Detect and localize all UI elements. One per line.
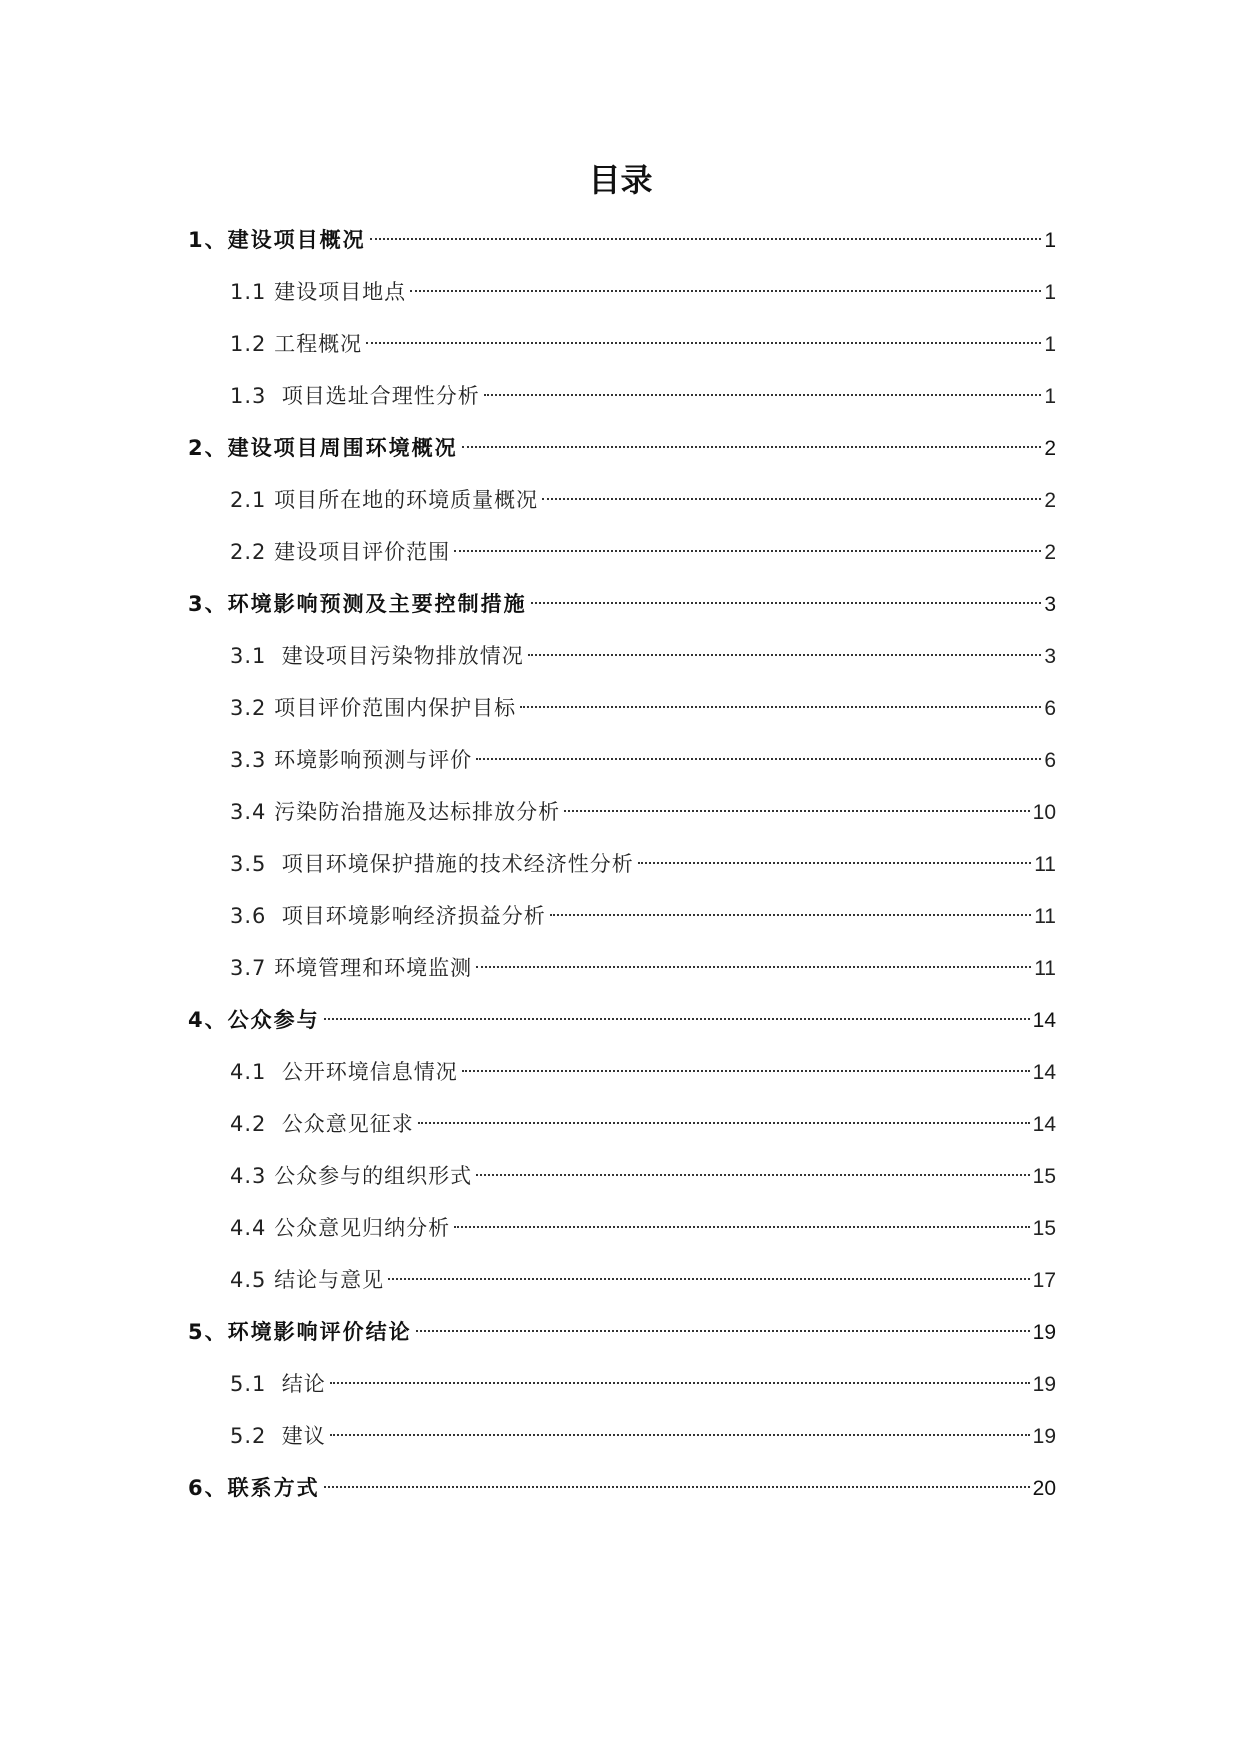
toc-entry-label: 4.5 结论与意见 (230, 1268, 385, 1292)
toc-entry[interactable] (188, 318, 1056, 370)
dot-leader (416, 1330, 1030, 1332)
toc-entry-page-number: 6 (1044, 697, 1056, 720)
toc-entry-page-number: 1 (1044, 385, 1056, 408)
dot-leader (476, 758, 1041, 760)
dot-leader (476, 966, 1031, 968)
toc-entry[interactable] (188, 578, 1056, 630)
toc-entry-label: 1.3 项目选址合理性分析 (230, 384, 480, 408)
dot-leader (520, 706, 1041, 708)
toc-entry[interactable] (188, 734, 1056, 786)
dot-leader (550, 914, 1031, 916)
toc-entry[interactable] (188, 1358, 1056, 1410)
toc-entry-label: 5、环境影响评价结论 (188, 1320, 412, 1344)
toc-entry-page-number: 11 (1034, 853, 1056, 876)
dot-leader (410, 290, 1041, 292)
toc-entry[interactable] (188, 370, 1056, 422)
toc-entry[interactable] (188, 214, 1056, 266)
toc-entry-label: 3.5 项目环境保护措施的技术经济性分析 (230, 852, 634, 876)
toc-entry-page-number: 1 (1044, 333, 1056, 356)
toc-entry[interactable] (188, 682, 1056, 734)
dot-leader (564, 810, 1030, 812)
dot-leader (330, 1434, 1030, 1436)
dot-leader (324, 1018, 1030, 1020)
toc-entry-page-number: 15 (1032, 1217, 1056, 1240)
dot-leader (418, 1122, 1030, 1124)
toc-entry[interactable] (188, 1202, 1056, 1254)
toc-entry-page-number: 19 (1032, 1425, 1056, 1448)
toc-entry-label: 1.1 建设项目地点 (230, 280, 407, 304)
dot-leader (454, 1226, 1030, 1228)
toc-entry-page-number: 11 (1034, 905, 1056, 928)
toc-entry-label: 1、建设项目概况 (188, 228, 366, 252)
toc-entry-page-number: 17 (1032, 1269, 1056, 1292)
toc-entry-page-number: 19 (1032, 1373, 1056, 1396)
toc-entry-page-number: 11 (1034, 957, 1056, 980)
toc-entry-page-number: 20 (1032, 1477, 1056, 1500)
toc-entry[interactable] (188, 474, 1056, 526)
toc-entry-label: 3.3 环境影响预测与评价 (230, 748, 473, 772)
toc-entry[interactable] (188, 838, 1056, 890)
toc-entry-page-number: 2 (1044, 437, 1056, 460)
toc-entry-page-number: 2 (1044, 541, 1056, 564)
dot-leader (462, 1070, 1030, 1072)
dot-leader (462, 446, 1042, 448)
dot-leader (476, 1174, 1030, 1176)
dot-leader (542, 498, 1041, 500)
toc-entry-page-number: 1 (1044, 229, 1056, 252)
table-of-contents (188, 214, 1056, 1514)
toc-entry[interactable] (188, 942, 1056, 994)
toc-entry-label: 1.2 工程概况 (230, 332, 363, 356)
toc-entry-label: 3.2 项目评价范围内保护目标 (230, 696, 517, 720)
dot-leader (484, 394, 1042, 396)
toc-entry[interactable] (188, 1254, 1056, 1306)
toc-entry[interactable] (188, 630, 1056, 682)
toc-entry[interactable] (188, 890, 1056, 942)
toc-entry[interactable] (188, 994, 1056, 1046)
toc-entry-page-number: 3 (1044, 645, 1056, 668)
dot-leader (370, 238, 1042, 240)
toc-entry[interactable] (188, 1046, 1056, 1098)
toc-entry-label: 3.6 项目环境影响经济损益分析 (230, 904, 546, 928)
toc-entry[interactable] (188, 266, 1056, 318)
toc-entry-label: 2.2 建设项目评价范围 (230, 540, 451, 564)
dot-leader (638, 862, 1031, 864)
toc-entry[interactable] (188, 1098, 1056, 1150)
toc-entry-label: 3.4 污染防治措施及达标排放分析 (230, 800, 561, 824)
toc-entry-label: 6、联系方式 (188, 1476, 320, 1500)
toc-entry[interactable] (188, 786, 1056, 838)
toc-entry-label: 4、公众参与 (188, 1008, 320, 1032)
toc-entry-label: 3.1 建设项目污染物排放情况 (230, 644, 524, 668)
toc-entry-page-number: 14 (1032, 1061, 1056, 1084)
dot-leader (366, 342, 1041, 344)
toc-entry-page-number: 19 (1032, 1321, 1056, 1344)
toc-entry[interactable] (188, 1306, 1056, 1358)
toc-entry[interactable] (188, 1150, 1056, 1202)
dot-leader (330, 1382, 1030, 1384)
toc-entry[interactable] (188, 526, 1056, 578)
dot-leader (388, 1278, 1030, 1280)
toc-entry[interactable] (188, 422, 1056, 474)
toc-entry-label: 4.1 公开环境信息情况 (230, 1060, 458, 1084)
toc-entry-label: 3、环境影响预测及主要控制措施 (188, 592, 527, 616)
toc-entry-page-number: 2 (1044, 489, 1056, 512)
toc-entry-label: 4.2 公众意见征求 (230, 1112, 414, 1136)
toc-entry-label: 2.1 项目所在地的环境质量概况 (230, 488, 539, 512)
toc-entry-label: 2、建设项目周围环境概况 (188, 436, 458, 460)
toc-entry-label: 3.7 环境管理和环境监测 (230, 956, 473, 980)
toc-entry[interactable] (188, 1462, 1056, 1514)
toc-entry-page-number: 14 (1032, 1009, 1056, 1032)
toc-entry-label: 5.2 建议 (230, 1424, 326, 1448)
toc-entry[interactable] (188, 1410, 1056, 1462)
toc-entry-page-number: 10 (1032, 801, 1056, 824)
dot-leader (531, 602, 1042, 604)
toc-entry-label: 4.4 公众意见归纳分析 (230, 1216, 451, 1240)
toc-entry-page-number: 15 (1032, 1165, 1056, 1188)
toc-entry-page-number: 3 (1044, 593, 1056, 616)
toc-entry-page-number: 6 (1044, 749, 1056, 772)
dot-leader (324, 1486, 1030, 1488)
toc-entry-page-number: 1 (1044, 281, 1056, 304)
toc-title: 目录 (588, 161, 653, 199)
toc-entry-label: 4.3 公众参与的组织形式 (230, 1164, 473, 1188)
dot-leader (454, 550, 1041, 552)
toc-entry-page-number: 14 (1032, 1113, 1056, 1136)
dot-leader (528, 654, 1042, 656)
toc-entry-label: 5.1 结论 (230, 1372, 326, 1396)
